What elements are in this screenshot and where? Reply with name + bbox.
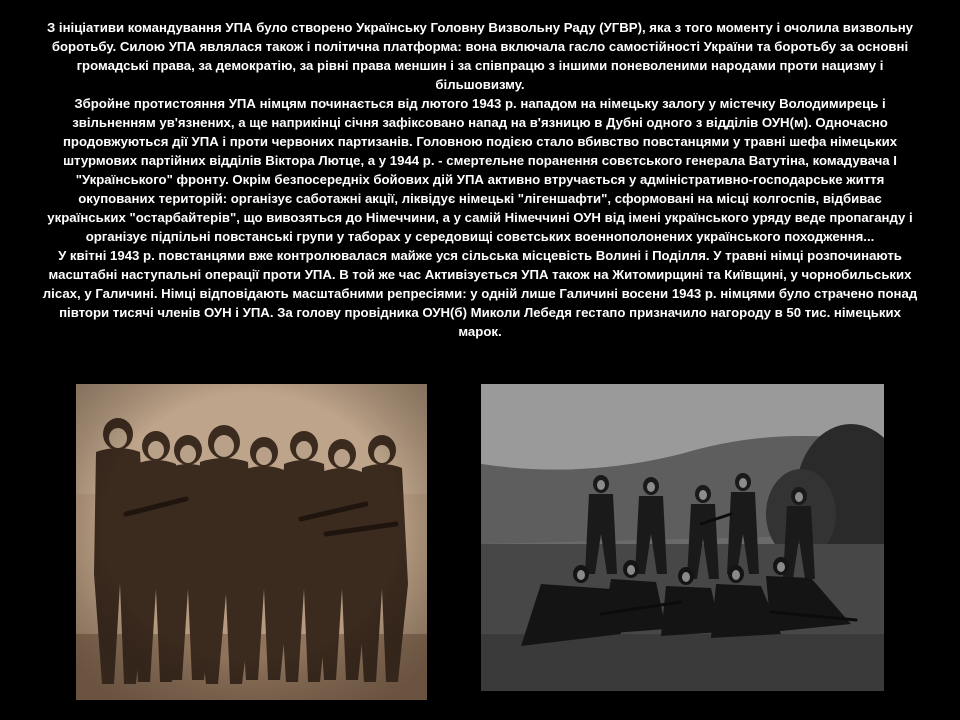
slide-text [40,18,920,341]
photo-insurgents-bw [481,384,884,691]
paragraph-april-1943: У квітні 1943 р. повстанцями вже контролювалася майже уся сільська місцевість Волині і Поділля. У травні німці розпочинають масштабні наступальні операції проти УПА. В той же час Активізується УПА також на Житомирщині та Київщині, у чорнобильських лісах, у Галичині. Німці відповідають масштабними репресіями: у одній лише Галичині восени 1943 р. німцями було страчено понад півтори тисячі членів ОУН і УПА. За голову провідника ОУН(б) Миколи Лебедя гестапо призначило нагороду в 50 тис. німецьких марок. [42,248,918,339]
bw-photo-illustration [481,384,884,691]
sepia-photo-illustration [76,384,427,700]
photo-insurgents-sepia [76,384,427,700]
paragraph-armed-struggle: Збройне протистояння УПА німцям починається від лютого 1943 р. нападом на німецьку залогу у містечку Володимирець і звільненням ув'язнених, а ще наприкінці січня зафіксовано напад на в'язницю в Дубні одного з відділів ОУН(м). Одночасно продовжуються дії УПА і проти червоних партизанів. Головною подією стало вбивство повстанцями у травні шефа німецьких штурмових партійних відділів Віктора Лютце, а у 1944 р. - смертельне поранення совєтського генерала Ватутіна, комадувача І "Українського" фронту. Окрім безпосередніх бойових дій УПА активно втручається у адміністративно-господарське життя окупованих територій: організує саботажні акції, ліквідує німецькі "лігеншафти", сформовані на місці колгоспів, відбиває українських "остарбайтерів", що вивозяться до Німеччини, а у самій Німеччині ОУН від імені українського уряду веде пропаганду і організує підпільні повстанські групи у таборах у середовищі совєтських военнополонених українського походження... [47,96,913,244]
paragraph-ugvr: З ініціативи командування УПА було створено Українську Головну Визвольну Раду (УГВР), яка з того моменту і очолила визвольну боротьбу. Силою УПА являлася також і політична платформа: вона включала гасло самостійності України та боротьбу за основні громадські права, за демократію, за рівні права меншин і за співпрацю з іншими поневоленими народами проти нацизму і більшовизму. [46,20,914,92]
